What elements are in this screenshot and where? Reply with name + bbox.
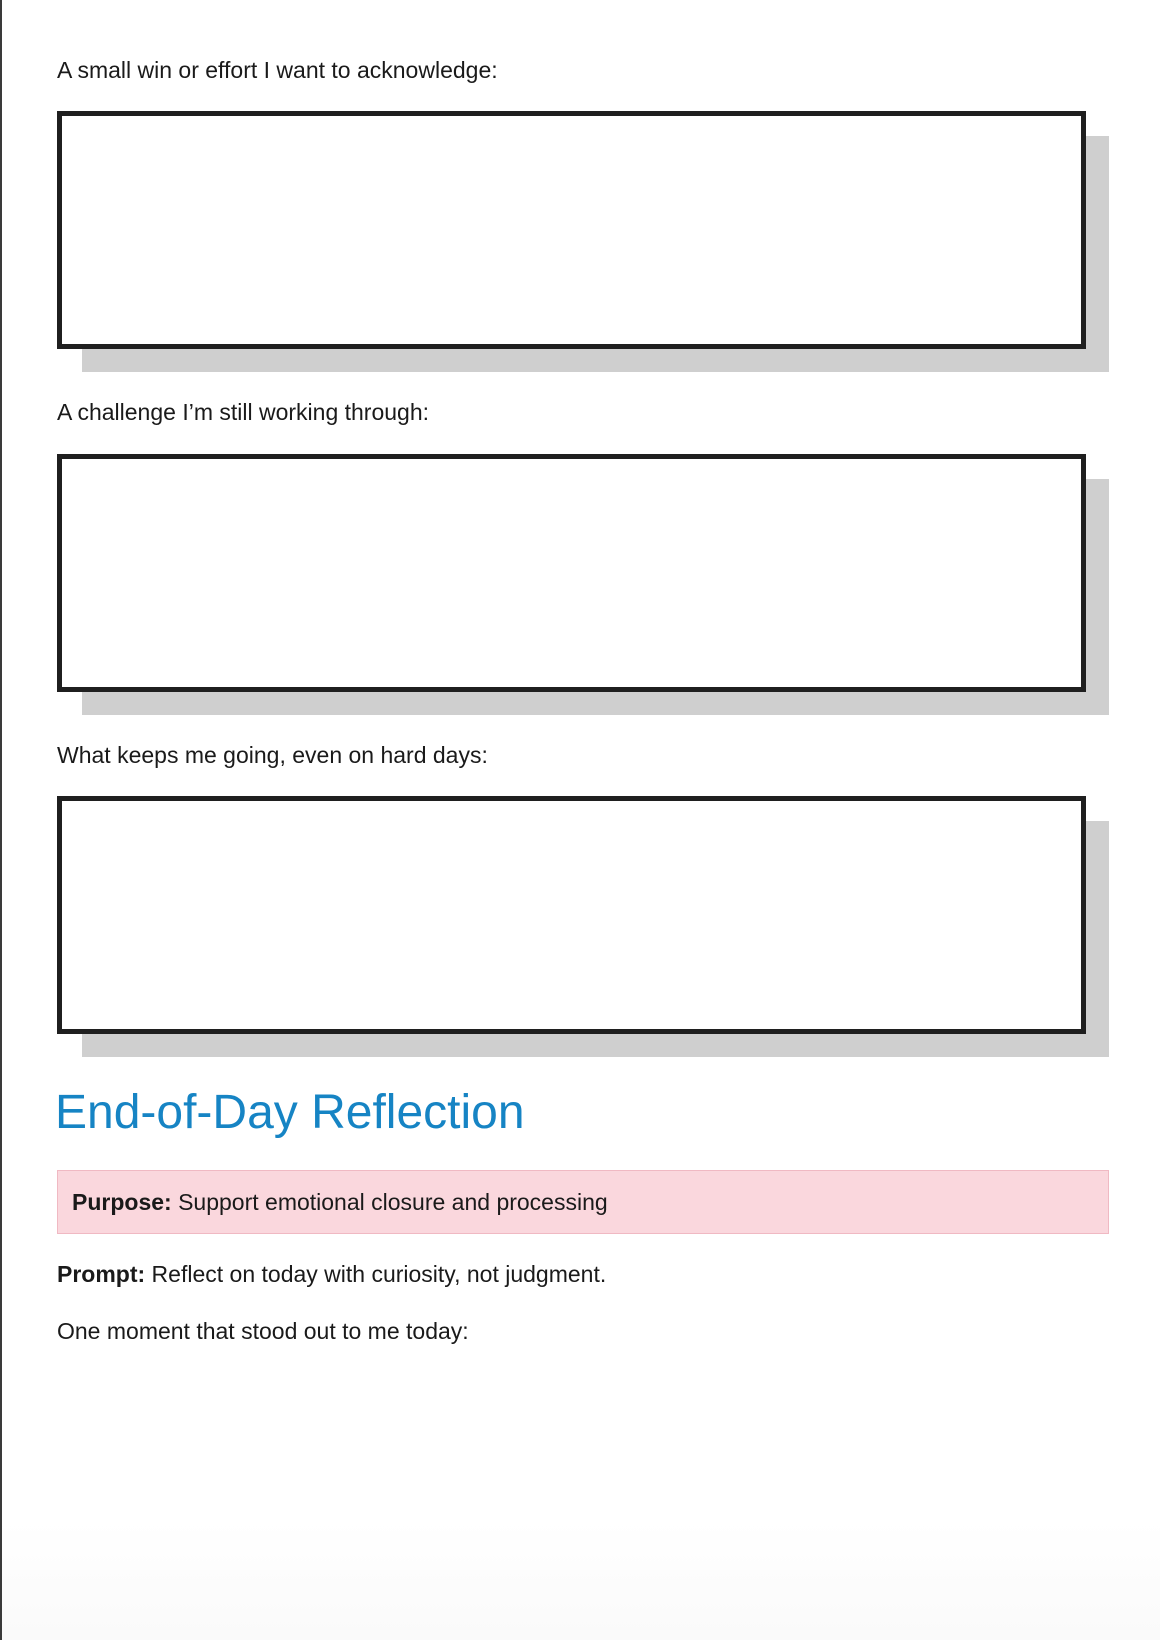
purpose-callout — [57, 1170, 1109, 1234]
answer-box-keeps-going[interactable] — [57, 796, 1086, 1034]
answer-box-challenge[interactable] — [57, 454, 1086, 692]
prompt-label-moment: One moment that stood out to me today: — [57, 1318, 469, 1344]
prompt-label-small-win: A small win or effort I want to acknowledge: — [57, 57, 498, 83]
section-title: End-of-Day Reflection — [55, 1086, 525, 1139]
answer-box-small-win[interactable] — [57, 111, 1086, 349]
purpose-text: Support emotional closure and processing — [171, 1188, 608, 1215]
answer-box-challenge-wrapper — [57, 454, 1111, 717]
prompt-label-challenge: A challenge I’m still working through: — [57, 399, 430, 425]
answer-box-small-win-wrapper — [57, 111, 1111, 374]
purpose-label: Purpose: — [72, 1188, 172, 1215]
prompt-label-keeps-going: What keeps me going, even on hard days: — [57, 742, 488, 768]
prompt-text: Reflect on today with curiosity, not judgment. — [145, 1261, 607, 1287]
prompt-label: Prompt: — [57, 1261, 146, 1287]
prompt-line — [57, 1260, 606, 1288]
page-bottom — [2, 1520, 1160, 1640]
answer-box-keeps-going-wrapper — [57, 796, 1111, 1059]
